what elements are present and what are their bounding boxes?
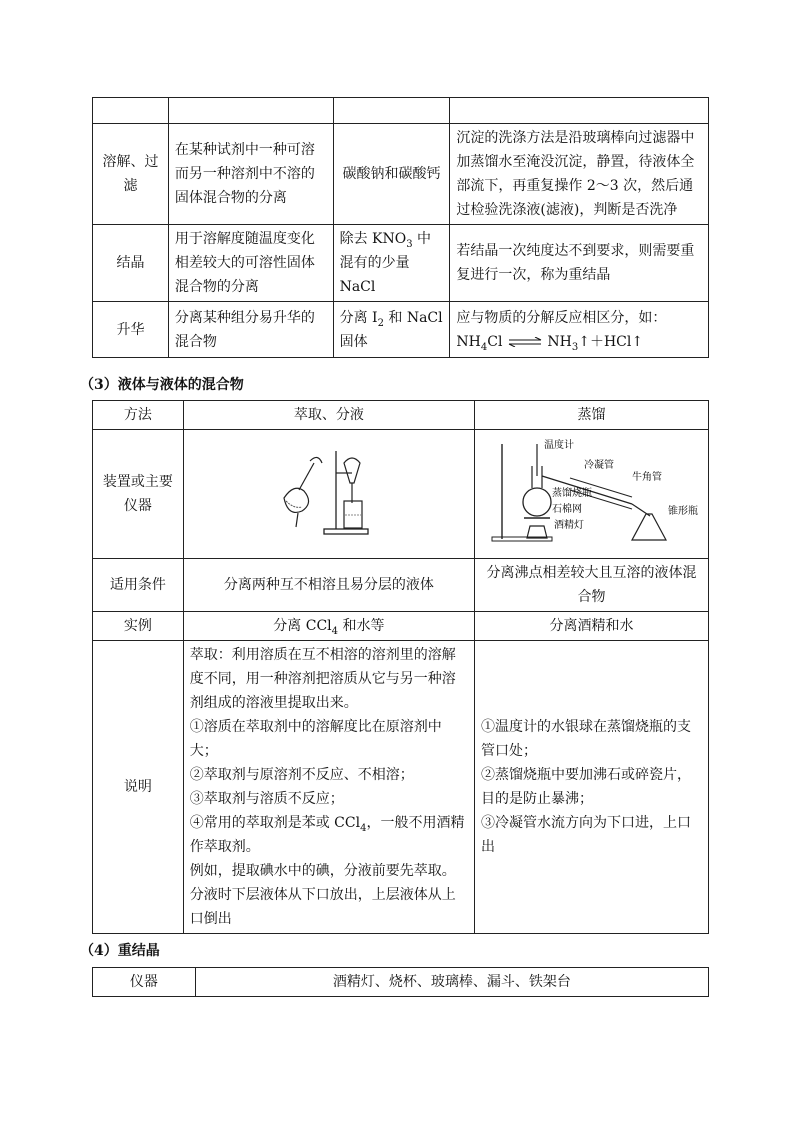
example-cell: 除去 $KNO_3$ 中混有的少量 NaCl: [333, 225, 450, 302]
example-distillation: 分离酒精和水: [475, 612, 709, 641]
table-row: [93, 302, 709, 358]
label-adapter: 牛角管: [631, 472, 662, 483]
instruments-label: 仪器: [93, 968, 196, 997]
table-row: [93, 430, 709, 559]
label-asbestos-net: 石棉网: [551, 504, 582, 515]
section-3-heading: （3）液体与液体的混合物: [80, 377, 244, 393]
separatory-funnel-diagram: [274, 443, 384, 538]
row-label-example: 实例: [93, 612, 184, 641]
label-alcohol-lamp: 酒精灯: [553, 520, 584, 531]
column-header-extraction: 萃取、分液: [183, 401, 474, 430]
column-header-distillation: 蒸馏: [475, 401, 709, 430]
label-condenser: 冷凝管: [583, 460, 614, 471]
example-cell: 碳酸钠和碳酸钙: [333, 124, 450, 225]
condition-extraction: 分离两种互不相溶且易分层的液体: [183, 559, 474, 612]
notes-distillation: ①温度计的水银球在蒸馏烧瓶的支管口处； ②蒸馏烧瓶中要加沸石或碎瓷片，目的是防止暴沸； ③冷凝管水流方向为下口进，上口出: [475, 641, 709, 934]
table-header-row: [93, 401, 709, 430]
instruments-value: 酒精灯、烧杯、玻璃棒、漏斗、铁架台: [195, 968, 708, 997]
distillation-apparatus-diagram: [482, 434, 702, 546]
method-cell: 结晶: [93, 225, 169, 302]
scope-cell: 用于溶解度随温度变化相差较大的可溶性固体混合物的分离: [168, 225, 333, 302]
label-conical-flask: 锥形瓶: [667, 506, 698, 517]
table-row: [93, 968, 709, 997]
row-label-apparatus: 装置或主要仪器: [93, 430, 184, 559]
recrystallization-table: [92, 967, 709, 997]
condition-distillation: 分离沸点相差较大且互溶的液体混合物: [475, 559, 709, 612]
decomposition-equation: $NH_4Cl$ $NH_3↑+HCl↑$: [456, 333, 644, 353]
notes-cell: 应与物质的分解反应相区分，如： $NH_4Cl$ $NH_3↑+HCl↑$: [450, 302, 709, 358]
table-row: [93, 225, 709, 302]
extraction-apparatus-cell: [183, 430, 474, 559]
example-cell: 分离 $I_2$ 和 NaCl 固体: [333, 302, 450, 358]
notes-extraction: 萃取：利用溶质在互不相溶的溶剂里的溶解度不同，用一种溶剂把溶质从它与另一种溶剂组成的溶液里提取出来。 ①溶质在萃取剂中的溶解度比在原溶剂中大； ②萃取剂与原溶剂不反应、不相溶； ③萃取剂与溶质不反应； ④常用的萃取剂是苯或 CCl$_4$，一般不用酒精作萃取剂。 例如，提取碘水中的碘，分液前要先萃取。 分液时下层液体从下口放出，上层液体从上口倒出: [183, 641, 474, 934]
row-label-notes: 说明: [93, 641, 184, 934]
label-thermometer: 温度计: [543, 440, 574, 451]
notes-cell: 沉淀的洗涤方法是沿玻璃棒向过滤器中加蒸馏水至淹没沉淀，静置，待液体全部流下，再重复操作 2～3 次，然后通过检验洗涤液(滤液)，判断是否洗净: [450, 124, 709, 225]
method-cell: 溶解、过滤: [93, 124, 169, 225]
table-row: [93, 612, 709, 641]
scope-cell: 在某种试剂中一种可溶而另一种溶剂中不溶的固体混合物的分离: [168, 124, 333, 225]
separation-table-1: [92, 97, 709, 358]
table-header-empty-row: [93, 98, 709, 124]
row-label-condition: 适用条件: [93, 559, 184, 612]
label-distillation-flask: 蒸馏烧瓶: [551, 488, 592, 499]
liquid-separation-table: [92, 400, 709, 934]
table-row: [93, 124, 709, 225]
example-extraction: 分离 CCl$_4$ 和水等: [183, 612, 474, 641]
scope-cell: 分离某种组分易升华的混合物: [168, 302, 333, 358]
table-row: [93, 641, 709, 934]
reversible-arrow-icon: [507, 337, 543, 347]
notes-cell: 若结晶一次纯度达不到要求，则需要重复进行一次，称为重结晶: [450, 225, 709, 302]
section-4-heading: （4）重结晶: [80, 943, 160, 959]
column-header-method: 方法: [93, 401, 184, 430]
table-row: [93, 559, 709, 612]
method-cell: 升华: [93, 302, 169, 358]
distillation-apparatus-cell: [475, 430, 709, 559]
